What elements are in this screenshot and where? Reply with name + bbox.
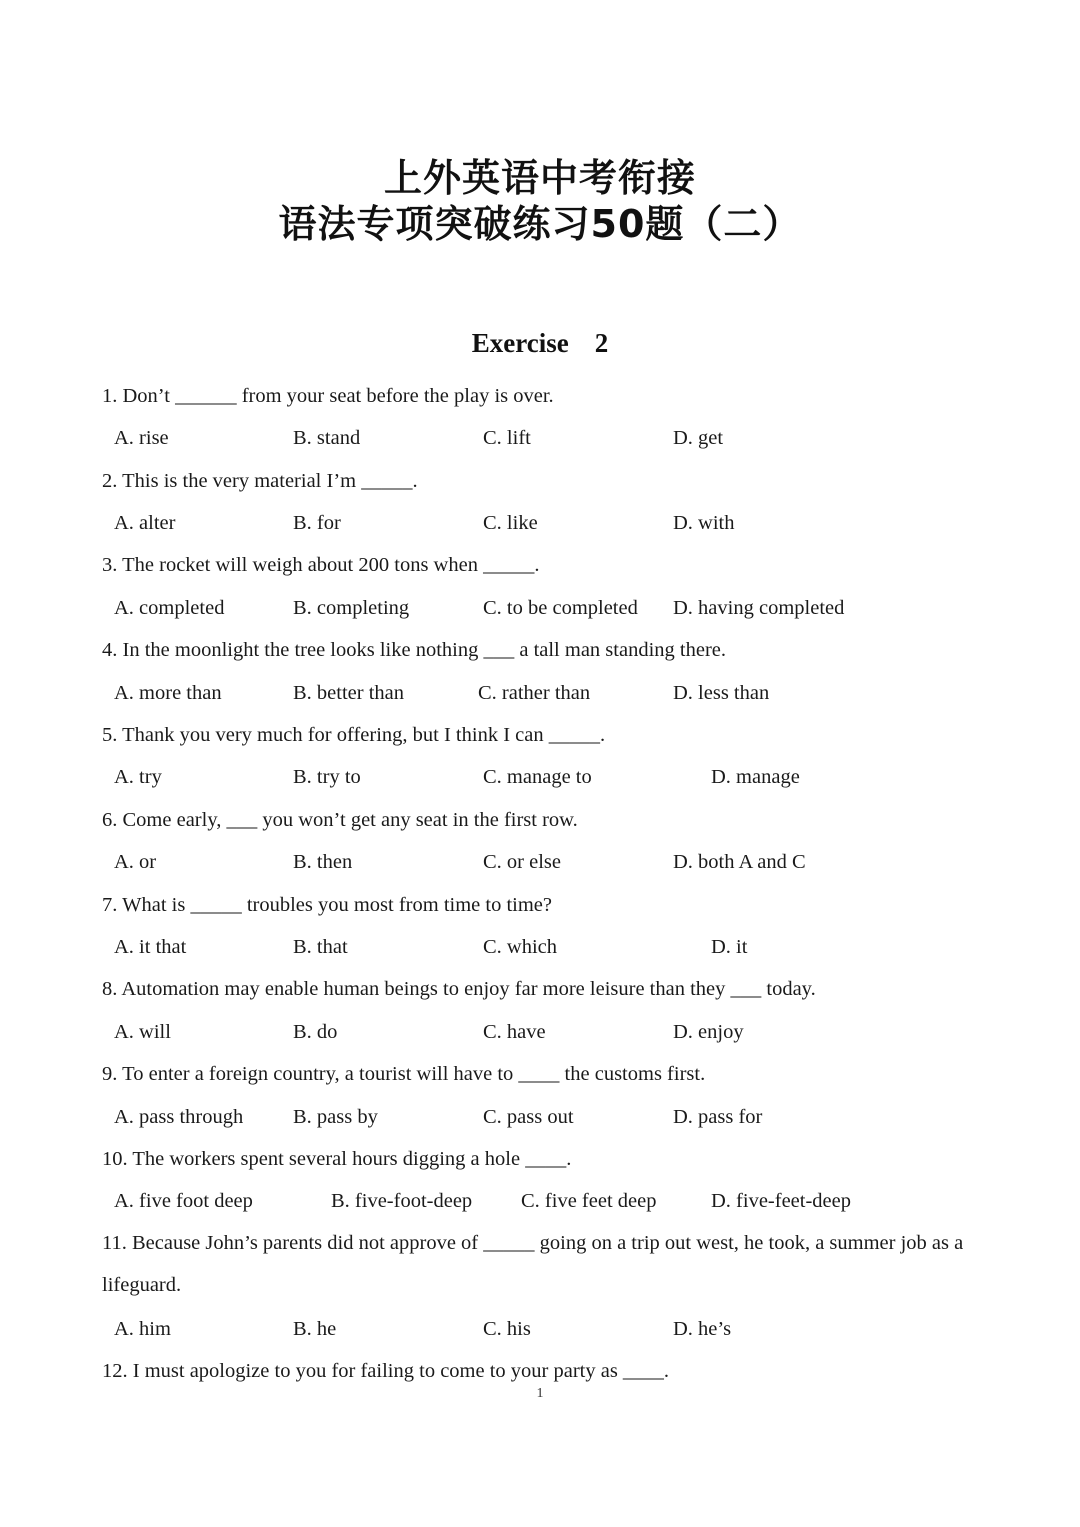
title-line-1: 上外英语中考衔接 xyxy=(383,156,696,200)
question-8-option-c: C. have xyxy=(483,1021,546,1043)
question-10-option-d: D. five-feet-deep xyxy=(711,1190,851,1212)
question-9-option-b: B. pass by xyxy=(293,1106,378,1128)
question-7-option-b: B. that xyxy=(293,936,348,958)
question-6-option-a: A. or xyxy=(114,851,157,873)
question-12: 12. I must apologize to you for failing to come to your party as ____. xyxy=(102,1360,670,1382)
question-9-option-a: A. pass through xyxy=(114,1106,244,1128)
question-3-option-a: A. completed xyxy=(114,597,225,619)
question-2-option-c: C. like xyxy=(483,512,538,534)
question-10: 10. The workers spent several hours digging a hole ____. xyxy=(102,1148,572,1170)
question-6-option-b: B. then xyxy=(293,851,353,873)
question-2-option-d: D. with xyxy=(673,512,735,534)
exercise-number: 2 xyxy=(594,328,609,358)
question-8-option-d: D. enjoy xyxy=(673,1021,744,1043)
question-5-option-d: D. manage xyxy=(711,766,800,788)
question-4-option-b: B. better than xyxy=(293,682,405,704)
question-2: 2. This is the very material I’m _____. xyxy=(102,470,418,492)
question-5-option-a: A. try xyxy=(114,766,162,788)
question-11-option-b: B. he xyxy=(293,1318,337,1340)
question-11-option-d: D. he’s xyxy=(673,1318,732,1340)
question-5-option-b: B. try to xyxy=(293,766,361,788)
page-number: 1 xyxy=(536,1386,544,1401)
question-2-option-b: B. for xyxy=(293,512,341,534)
question-10-option-c: C. five feet deep xyxy=(521,1190,657,1212)
question-3-option-c: C. to be completed xyxy=(483,597,638,619)
question-10-option-b: B. five-foot-deep xyxy=(331,1190,473,1212)
question-9: 9. To enter a foreign country, a tourist will have to ____ the customs first. xyxy=(102,1063,706,1085)
exercise-heading xyxy=(0,328,1080,359)
question-4-option-a: A. more than xyxy=(114,682,222,704)
question-7-option-a: A. it that xyxy=(114,936,187,958)
question-1: 1. Don’t ______ from your seat before the play is over. xyxy=(102,385,554,407)
question-3-option-b: B. completing xyxy=(293,597,410,619)
question-2-option-a: A. alter xyxy=(114,512,176,534)
question-11-option-c: C. his xyxy=(483,1318,531,1340)
question-4: 4. In the moonlight the tree looks like nothing ___ a tall man standing there. xyxy=(102,639,726,661)
document-title xyxy=(0,155,1080,247)
question-8-option-b: B. do xyxy=(293,1021,338,1043)
question-11-option-a: A. him xyxy=(114,1318,171,1340)
question-9-option-c: C. pass out xyxy=(483,1106,574,1128)
question-7-option-d: D. it xyxy=(711,936,748,958)
question-7: 7. What is _____ troubles you most from time to time? xyxy=(102,894,552,916)
question-11: 11. Because John’s parents did not approve of _____ going on a trip out west, he took, a summer job as a lifeguard. xyxy=(102,1232,964,1296)
question-1-option-b: B. stand xyxy=(293,427,361,449)
question-8: 8. Automation may enable human beings to enjoy far more leisure than they ___ today. xyxy=(102,978,816,1000)
question-6: 6. Come early, ___ you won’t get any seat in the first row. xyxy=(102,809,578,831)
exercise-label: Exercise xyxy=(471,328,569,358)
question-7-option-c: C. which xyxy=(483,936,558,958)
question-5: 5. Thank you very much for offering, but I think I can _____. xyxy=(102,724,606,746)
question-6-option-c: C. or else xyxy=(483,851,561,873)
title-line-2: 语法专项突破练习50题（二） xyxy=(278,202,802,246)
question-1-option-a: A. rise xyxy=(114,427,169,449)
question-6-option-d: D. both A and C xyxy=(673,851,806,873)
question-4-option-c: C. rather than xyxy=(478,682,591,704)
question-1-option-c: C. lift xyxy=(483,427,531,449)
question-3-option-d: D. having completed xyxy=(673,597,845,619)
question-8-option-a: A. will xyxy=(114,1021,171,1043)
question-9-option-d: D. pass for xyxy=(673,1106,763,1128)
question-10-option-a: A. five foot deep xyxy=(114,1190,253,1212)
question-3: 3. The rocket will weigh about 200 tons when _____. xyxy=(102,554,540,576)
question-1-option-d: D. get xyxy=(673,427,724,449)
question-5-option-c: C. manage to xyxy=(483,766,592,788)
question-4-option-d: D. less than xyxy=(673,682,770,704)
